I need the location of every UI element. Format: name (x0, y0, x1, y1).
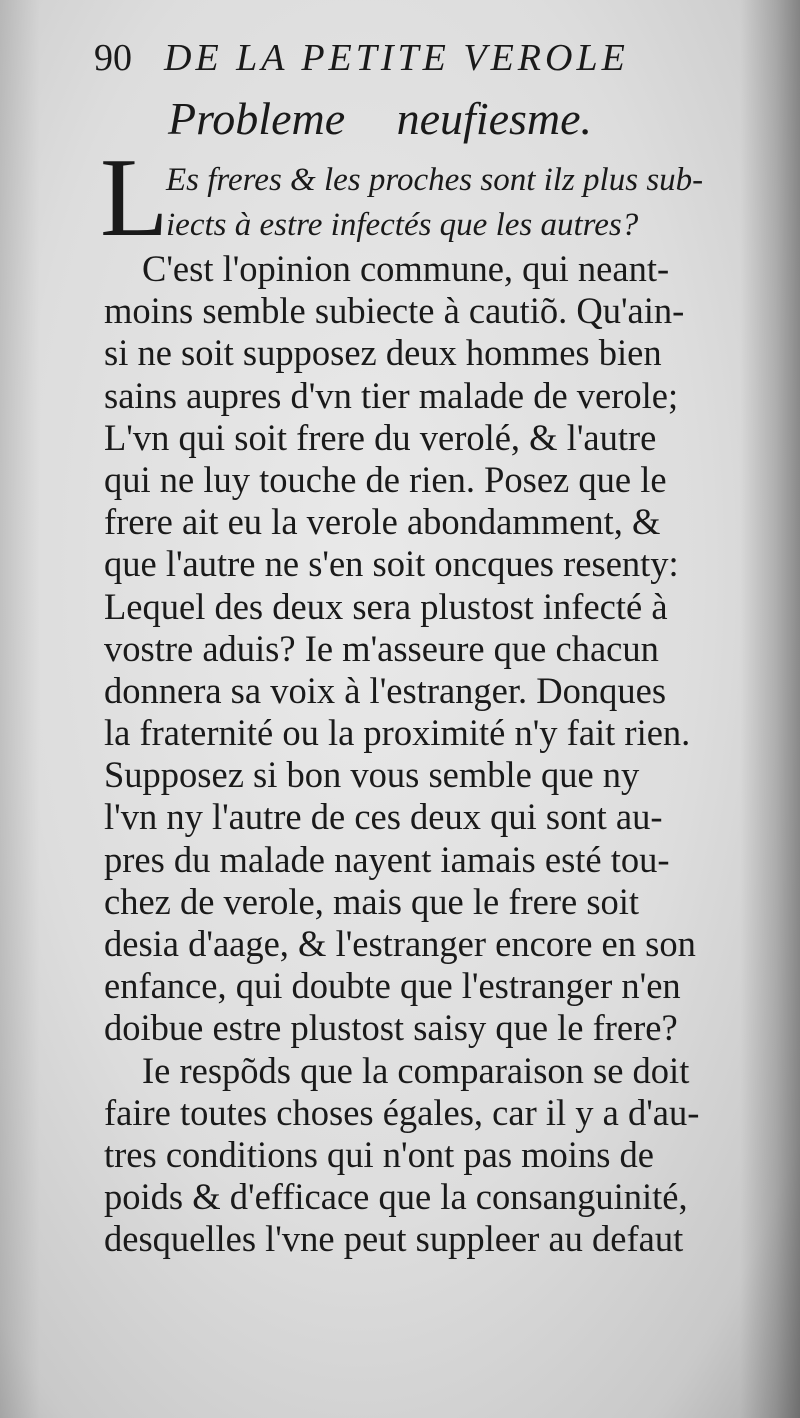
text-line: sains aupres d'vn tier malade de verole; (104, 374, 679, 416)
text-line: desquelles l'vne peut suppleer au defaut (104, 1218, 684, 1260)
text-line: donnera sa voix à l'estranger. Donques (104, 669, 667, 711)
page-shadow-left (0, 0, 40, 1418)
running-head (94, 30, 694, 86)
text-line: pres du malade nayent iamais esté tou- (104, 838, 670, 880)
text-line: L'vn qui soit frere du verolé, & l'autre (104, 416, 657, 458)
text-line: moins semble subiecte à cautiõ. Qu'ain- (104, 290, 685, 332)
text-line: enfance, qui doubte que l'estranger n'en (104, 965, 681, 1007)
text-line: faire toutes choses égales, car il y a d'au- (104, 1091, 700, 1133)
text-line: desia d'aage, & l'estranger encore en son (104, 923, 696, 964)
text-line: que l'autre ne s'en soit oncques resenty: (104, 543, 679, 585)
text-line: la fraternité ou la proximité n'y fait rien. (104, 712, 691, 754)
text-line: vostre aduis? Ie m'asseure que chacun (104, 627, 659, 669)
question-block (166, 158, 746, 248)
text-line: Ie respõds que la comparaison se doit (142, 1049, 690, 1091)
text-line: Lequel des deux sera plustost infecté à (104, 585, 668, 627)
page-number: 90 (94, 37, 132, 79)
text-line: qui ne luy touche de rien. Posez que le (104, 458, 667, 500)
text-line: doibue estre plustost saisy que le frere? (104, 1007, 678, 1049)
text-line: chez de verole, mais que le frere soit (104, 880, 640, 922)
text-line: Supposez si bon vous semble que ny (104, 754, 640, 796)
text-line: tres conditions qui n'ont pas moins de (104, 1133, 654, 1175)
question-line: Es freres & les proches sont ilz plus sub- (166, 162, 704, 198)
question-line: iects à estre infectés que les autres? (166, 207, 639, 243)
running-head-title: DE LA PETITE VEROLE (164, 37, 629, 79)
text-line: C'est l'opinion commune, qui neant- (142, 248, 670, 289)
text-line: si ne soit supposez deux hommes bien (104, 332, 662, 374)
text-line: frere ait eu la verole abondamment, & (104, 501, 661, 543)
text-line: poids & d'efficace que la consanguinité, (104, 1176, 688, 1218)
body-text (104, 248, 750, 1298)
drop-cap: L (100, 136, 169, 260)
problem-title: Probleme neufiesme. (168, 93, 593, 144)
text-line: l'vn ny l'autre de ces deux qui sont au- (104, 796, 663, 838)
